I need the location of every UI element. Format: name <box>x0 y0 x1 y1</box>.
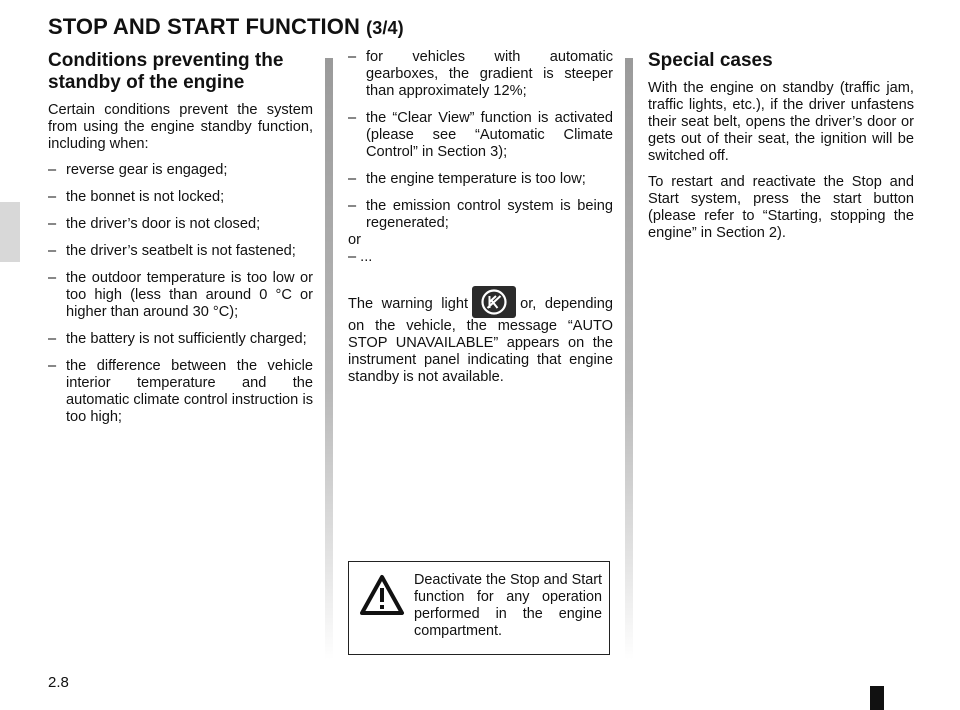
list-item: – the difference between the vehicle interior temperature and the automatic climate control instruction is too high; <box>48 358 313 425</box>
conditions-list <box>48 162 313 426</box>
special-cases-paragraph-2: To restart and reactivate the Stop and Start system, press the start button (please refer to “Starting, stopping the engine” in Section 2). <box>648 174 914 241</box>
ellipsis-item: – ... <box>348 249 373 265</box>
or-text: or <box>348 232 361 248</box>
page-title <box>48 14 404 40</box>
list-item: – the driver’s seatbelt is not fastened; <box>48 243 296 259</box>
list-item: – the “Clear View” function is activated (please see “Automatic Climate Control” in Section 3); <box>348 110 613 160</box>
column-special-cases <box>648 50 914 251</box>
footer-mark <box>870 686 884 710</box>
section-tab <box>0 202 20 262</box>
special-cases-heading: Special cases <box>648 50 773 71</box>
list-item: – the bonnet is not locked; <box>48 189 225 205</box>
list-item: – the engine temperature is too low; <box>348 171 586 187</box>
column-divider-1 <box>325 58 333 660</box>
conditions-heading: Conditions preventing the standby of the engine <box>48 50 284 93</box>
notice-box <box>348 561 610 655</box>
conditions-list-continued <box>348 49 613 232</box>
page-title-main: STOP AND START FUNCTION <box>48 14 360 39</box>
list-item: – the battery is not sufficiently charged; <box>48 331 307 347</box>
column-conditions <box>48 50 313 436</box>
list-item: – reverse gear is engaged; <box>48 162 228 178</box>
page-number: 2.8 <box>48 674 69 691</box>
column-conditions-continued <box>348 49 613 395</box>
special-cases-paragraph-1: With the engine on standby (traffic jam, traffic lights, etc.), if the driver unfastens their seat belt, opens the driver’s door or gets out of their seat, the ignition will be switched off. <box>648 80 914 164</box>
warning-triangle-icon <box>359 574 405 616</box>
list-item: – the emission control system is being regenerated; <box>348 198 613 231</box>
list-item: – for vehicles with automatic gearboxes, the gradient is steeper than approximately 12%; <box>348 49 613 99</box>
conditions-intro: Certain conditions prevent the system from using the engine standby function, including when: <box>48 102 313 152</box>
notice-text: Deactivate the Stop and Start function for any operation performed in the engine compartment. <box>414 572 602 639</box>
page-title-part: (3/4) <box>366 18 404 38</box>
auto-stop-unavailable-icon <box>472 286 516 318</box>
list-item: – the driver’s door is not closed; <box>48 216 261 232</box>
list-item: – the outdoor temperature is too low or too high (less than around 0 °C or higher than around 30 °C); <box>48 270 313 320</box>
column-divider-2 <box>625 58 633 660</box>
warning-light-paragraph: The warning light or, depending on the vehicle, the message “AUTO STOP UNAVAILABLE” appears on the instrument panel indicating that engine standby is not available. <box>348 286 613 386</box>
